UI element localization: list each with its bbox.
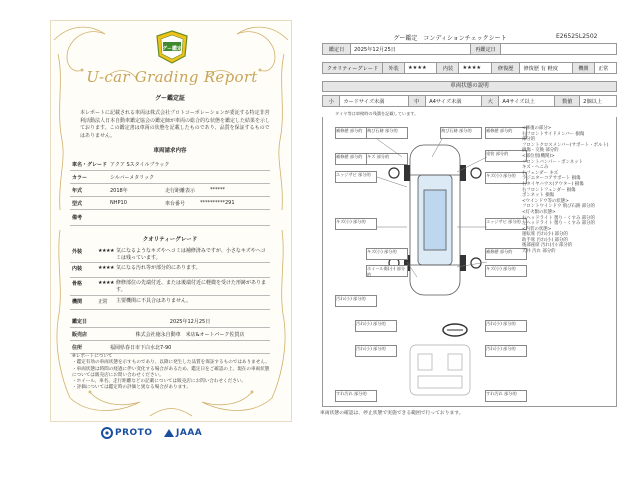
proto-logo-icon [101, 427, 113, 439]
size-key: 中 [408, 96, 425, 107]
row-value-2: ****** [210, 187, 225, 193]
grade-label: 機関 [72, 299, 83, 305]
legend-line: 右フェンダー キズ [522, 170, 559, 176]
interior-label: 汚れ(小) 部分的 [485, 320, 527, 332]
damage-label: キズ 部分的 [366, 153, 408, 165]
proto-logo-text: PROTO [115, 428, 153, 438]
row-value: NHP10 [110, 200, 127, 206]
note-line: ・鑑定有効の車両状態を示すものであり、以降に発生した品質を保証するものではありません。 [72, 360, 270, 366]
legend-line: <内装の状態> [522, 226, 552, 232]
grade-exterior [70, 246, 270, 263]
date-label: 鑑定日 [323, 44, 351, 55]
state-header: 車両状態の説明 [322, 81, 617, 92]
damage-label: キズ(小) 部分的 [366, 248, 408, 260]
qg-key: 外装 [383, 63, 405, 74]
qg-label: クオリティーグレード [323, 63, 383, 74]
legend-line: フロントバンパー・ボンネット [522, 159, 583, 165]
grade-label: 外装 [72, 249, 83, 255]
qg-value: ★★★★ [459, 63, 491, 74]
quality-grade-table [322, 62, 617, 74]
quality-section-heading: クオリティーグレード [142, 237, 198, 243]
size-key: 数値 [555, 96, 580, 107]
legend-line: 左ヘッドライト 曇り・くすみ 部分的 [522, 221, 595, 227]
row-value: 株式会社徳永自動車 米店&オートパーク佐賀店 [135, 331, 245, 338]
damage-label: キズ(小) 部分的 [335, 218, 377, 230]
row-remarks [70, 210, 270, 226]
grade-stars: ★★★★ [98, 280, 114, 286]
certificate-description: 本レポートに記載される車両は株式会社プロトコーポレーションが委託する特定非営利活動法人日本自動車鑑定協会の鑑定師が車両の総合的な状態を鑑定した結果を示しております。この鑑定書は車両の状態を記載したものであり、品質を保証するものではありません。 [80, 110, 271, 139]
row-address [70, 341, 270, 354]
recheck-value [501, 44, 617, 55]
qg-value: 正常 [594, 63, 616, 74]
date-value: 2025年12月25日 [351, 44, 471, 55]
damage-label: 塗装 部分的 [485, 150, 527, 162]
grade-frame [70, 278, 270, 296]
size-legend-table [322, 95, 617, 107]
note-line: ・評価については鑑定時の評価と異なる場合があります。 [72, 385, 191, 391]
legend-line: 右タイヤハウス(アウター) 損傷 [522, 181, 584, 187]
row-car-name [70, 158, 270, 171]
row-appraisal-date [70, 315, 270, 328]
grade-stars: ★★★★ [98, 248, 114, 254]
row-value: 2018年 [110, 187, 128, 194]
row-label-2: 走行距離表示 [165, 187, 196, 194]
damage-label: キズ(小) 部分的 [485, 172, 527, 184]
row-color [70, 171, 270, 184]
row-seller [70, 328, 270, 341]
damage-label: キズ(小) 部分的 [485, 265, 527, 277]
row-value: 2025年12月25日 [169, 318, 211, 325]
row-label: 年式 [72, 187, 83, 194]
logo-text: グー鑑定 [161, 46, 182, 52]
grade-desc: 気になるようなキズやヘコミは補修済みですが、小さなキズやヘコミは残っています。 [116, 248, 266, 261]
legend-line: 右ヘッドライト 曇り・くすみ 部分的 [522, 215, 595, 221]
damage-label: 補修歴 部分的 [485, 248, 527, 260]
size-value: A4サイズ未満 [426, 96, 482, 107]
jaaa-logo-icon [163, 427, 175, 439]
row-model [70, 197, 270, 210]
recheck-label: 再鑑定日 [471, 44, 501, 55]
row-value: 福岡県春日市下白水北7-90 [110, 344, 172, 351]
row-label-2: 車台番号 [165, 200, 186, 207]
grade-label: 内装 [72, 266, 83, 272]
legend-line: 部分的 [522, 137, 536, 143]
size-key: 大 [482, 96, 499, 107]
certificate-notes [72, 354, 272, 392]
legend-line: 運転席 汚れ(小) 部分的 [522, 232, 568, 238]
sheet-title: グー鑑定 コンディションチェックシート [393, 35, 507, 42]
damage-label: エッジサビ 部分的 [335, 171, 377, 183]
jaaa-logo-text: JAAA [176, 428, 203, 438]
row-label: 住所 [72, 344, 83, 351]
note-line: ・車両状態は時間の経過に伴い変化する場合があるため、鑑定日をご確認の上、現在の車両状態については販売店にお問い合わせください。 [72, 366, 270, 378]
damage-label: 汚れ(小) 部分的 [335, 295, 377, 307]
grade-stars: ★★★★ [98, 265, 114, 271]
row-label: 販売店 [72, 331, 88, 338]
grade-desc: 修修部位の先端付近、または後端付近に軽微を受けた形跡があります。 [116, 280, 267, 293]
qg-value: ★★★★ [405, 63, 437, 74]
damage-label: エッジサビ 部分的 [485, 218, 527, 230]
sheet-footnote: 車両状態の確認は、停止状態で実施できる範囲で行っております。 [320, 411, 464, 416]
grade-desc: 気になる汚れ等が部分的にあります。 [116, 265, 201, 271]
tire-note: タイヤ等は車検時の残溝を記載しています。 [335, 111, 419, 116]
note-line: ※レポートについて [72, 354, 113, 359]
size-value: 2個以上 [580, 96, 617, 107]
condition-legend [522, 126, 612, 255]
legend-line: 天井 汚れ 部分的 [522, 249, 556, 255]
leader-lines [322, 117, 522, 407]
row-label: 備考 [72, 215, 83, 221]
legend-line: キズ・へこみ [522, 165, 549, 171]
legend-line: ラジエターコアサポート 損傷 [522, 176, 581, 182]
size-value: カードサイズ未満 [340, 96, 408, 107]
interior-label: 汚れ(小) 部分的 [355, 345, 397, 357]
damage-label: 補修歴 部分的 [485, 127, 527, 139]
legend-line: 右フロントフェンダー 損傷 [522, 187, 576, 193]
damage-label: 飛び石跡 部分的 [440, 127, 482, 139]
grade-desc: 主要機関に不具合はありません。 [116, 298, 192, 304]
row-label: 車名・グレード [72, 161, 108, 168]
legend-line: 助手席 汚れ(小) 部分的 [522, 237, 568, 243]
sheet-date-table [322, 43, 617, 55]
grade-engine [70, 296, 270, 310]
legend-line: フロントウインドウ 飛び石跡 部分的 [522, 204, 595, 210]
legend-line: フロントクロスメンバー(サポート・ボルト) 損傷・交換 部分的 [522, 142, 609, 154]
damage-label: 飛び石跡 部分的 [366, 127, 408, 139]
legend-line: <部位別(機関)> [522, 153, 555, 159]
vehicle-section-heading: 車両請求内容 [153, 148, 187, 154]
note-line: ・ホイール、車名、走行距離などの記載については販売店にお問い合わせください。 [72, 379, 247, 385]
grade-stars: 正常 [98, 299, 108, 305]
row-value-2: **********291 [200, 200, 235, 206]
legend-line: 後部座席 汚れ(小) 部分的 [522, 243, 573, 249]
row-value: アクア Sスタイルブラック [110, 161, 170, 168]
interior-label: すれ汚れ 部分的 [335, 390, 377, 402]
row-value: シルバーメタリック [110, 174, 155, 181]
legend-line: <修復の部分> [522, 126, 552, 131]
size-key: 小 [323, 96, 340, 107]
qg-key: 機関 [572, 63, 594, 74]
interior-label: 汚れ(小) 部分的 [355, 320, 397, 332]
legend-line: 右フロントサイドメンバー 損傷 [522, 131, 585, 137]
interior-label: 汚れ(小) 部分的 [485, 345, 527, 357]
row-label: カラー [72, 174, 88, 181]
row-label: 鑑定日 [72, 318, 88, 325]
damage-label: 補修歴 部分的 [335, 127, 377, 139]
legend-line: ボンネット 損傷 [522, 193, 554, 199]
report-script-title: U-car Grading Report [86, 68, 258, 86]
legend-line: <灯火類の状態> [522, 209, 556, 215]
damage-label: 補修歴 部分的 [335, 153, 377, 165]
size-value: A4サイズ以上 [499, 96, 555, 107]
grade-interior [70, 263, 270, 278]
interior-label: すれ汚れ 部分的 [485, 390, 527, 402]
qg-key: 修復歴 [491, 63, 520, 74]
qg-key: 内装 [437, 63, 459, 74]
damage-label: ホイール傷(小) 部分的 [366, 265, 408, 277]
row-label: 型式 [72, 200, 83, 207]
row-year [70, 184, 270, 197]
grade-label: 骨格 [72, 281, 83, 287]
sheet-code: E26525L2502 [556, 33, 598, 40]
certificate-subtitle: グー鑑定証 [154, 95, 185, 102]
qg-value: 修復歴 有 軽度 [520, 63, 572, 74]
legend-line: <ウインドウ等の状態> [522, 198, 569, 204]
